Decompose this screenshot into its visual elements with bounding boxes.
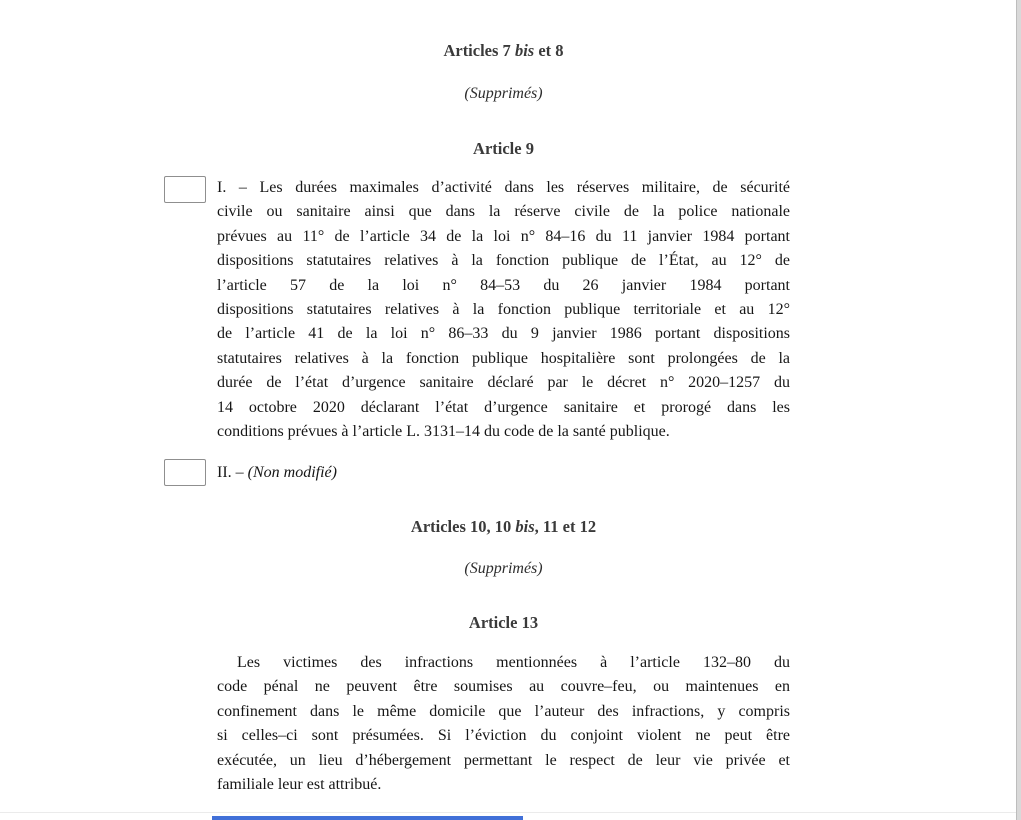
- text-line: conditions prévues à l’article L. 3131–14 du code de la santé publique.: [217, 422, 670, 440]
- text-line: de l’article 41 de la loi n° 86–33 du 9 janvier 1986 portant dispositions: [217, 325, 790, 343]
- paragraph-II: [217, 461, 790, 485]
- text-line: dispositions statutaires relatives à la fonction publique territoriale et au 12°: [217, 300, 790, 318]
- text-line: code pénal ne peuvent être soumises au couvre–feu, ou maintenues en: [217, 678, 790, 696]
- heading-articles-7bis-8: [217, 41, 790, 60]
- paragraph-I: [217, 176, 790, 444]
- label-supprimes-2: (Supprimés): [464, 560, 543, 577]
- text-line: Les victimes des infractions mentionnées à l’article 132–80 du: [237, 654, 790, 671]
- paragraph-II-number: II. –: [217, 464, 248, 481]
- amendment-box-1: [164, 176, 206, 203]
- paragraph-article-13: [217, 651, 790, 797]
- heading-text: et 8: [534, 41, 564, 60]
- text-line: durée de l’état d’urgence sanitaire déclaré par le décret n° 2020–1257 du: [217, 374, 790, 392]
- text-line: I. – Les durées maximales d’activité dans les réserves militaire, de sécurité: [217, 179, 790, 196]
- heading-articles-10-12: [217, 517, 790, 536]
- scrollbar-track[interactable]: [1016, 0, 1021, 820]
- page-edge-divider: [0, 812, 1016, 813]
- heading-text: Articles 7: [443, 41, 515, 60]
- text-line: exécutée, un lieu d’hébergement permettant le respect de leur vie privée et: [217, 751, 790, 769]
- heading-article-9: Article 9: [473, 139, 534, 158]
- paragraph-II-status: (Non modifié): [247, 464, 337, 481]
- text-line: confinement dans le même domicile que l’auteur des infractions, y compris: [217, 702, 790, 720]
- amendment-box-2: [164, 459, 206, 486]
- heading-italic-bis: bis: [515, 517, 535, 536]
- text-line: 14 octobre 2020 déclarant l’état d’urgence sanitaire et prorogé dans les: [217, 398, 790, 416]
- text-line: statutaires relatives à la fonction publique hospitalière sont prolongées de la: [217, 349, 790, 367]
- heading-text: , 11 et 12: [534, 517, 597, 536]
- text-line: prévues au 11° de l’article 34 de la loi n° 84–16 du 11 janvier 1984 portant: [217, 227, 790, 245]
- text-line: dispositions statutaires relatives à la fonction publique de l’État, au 12° de: [217, 252, 790, 270]
- label-supprimes-1: (Supprimés): [464, 85, 543, 102]
- loading-progress-bar: [212, 816, 523, 820]
- heading-italic-bis: bis: [514, 41, 535, 60]
- text-line: si celles–ci sont présumées. Si l’éviction du conjoint violent ne peut être: [217, 727, 790, 745]
- text-line: familiale leur est attribué.: [217, 775, 382, 793]
- heading-text: Articles 10, 10: [410, 517, 516, 536]
- text-line: civile ou sanitaire ainsi que dans la réserve civile de la police nationale: [217, 203, 790, 221]
- text-line: l’article 57 de la loi n° 84–53 du 26 janvier 1984 portant: [217, 276, 790, 294]
- heading-article-13: Article 13: [468, 613, 539, 632]
